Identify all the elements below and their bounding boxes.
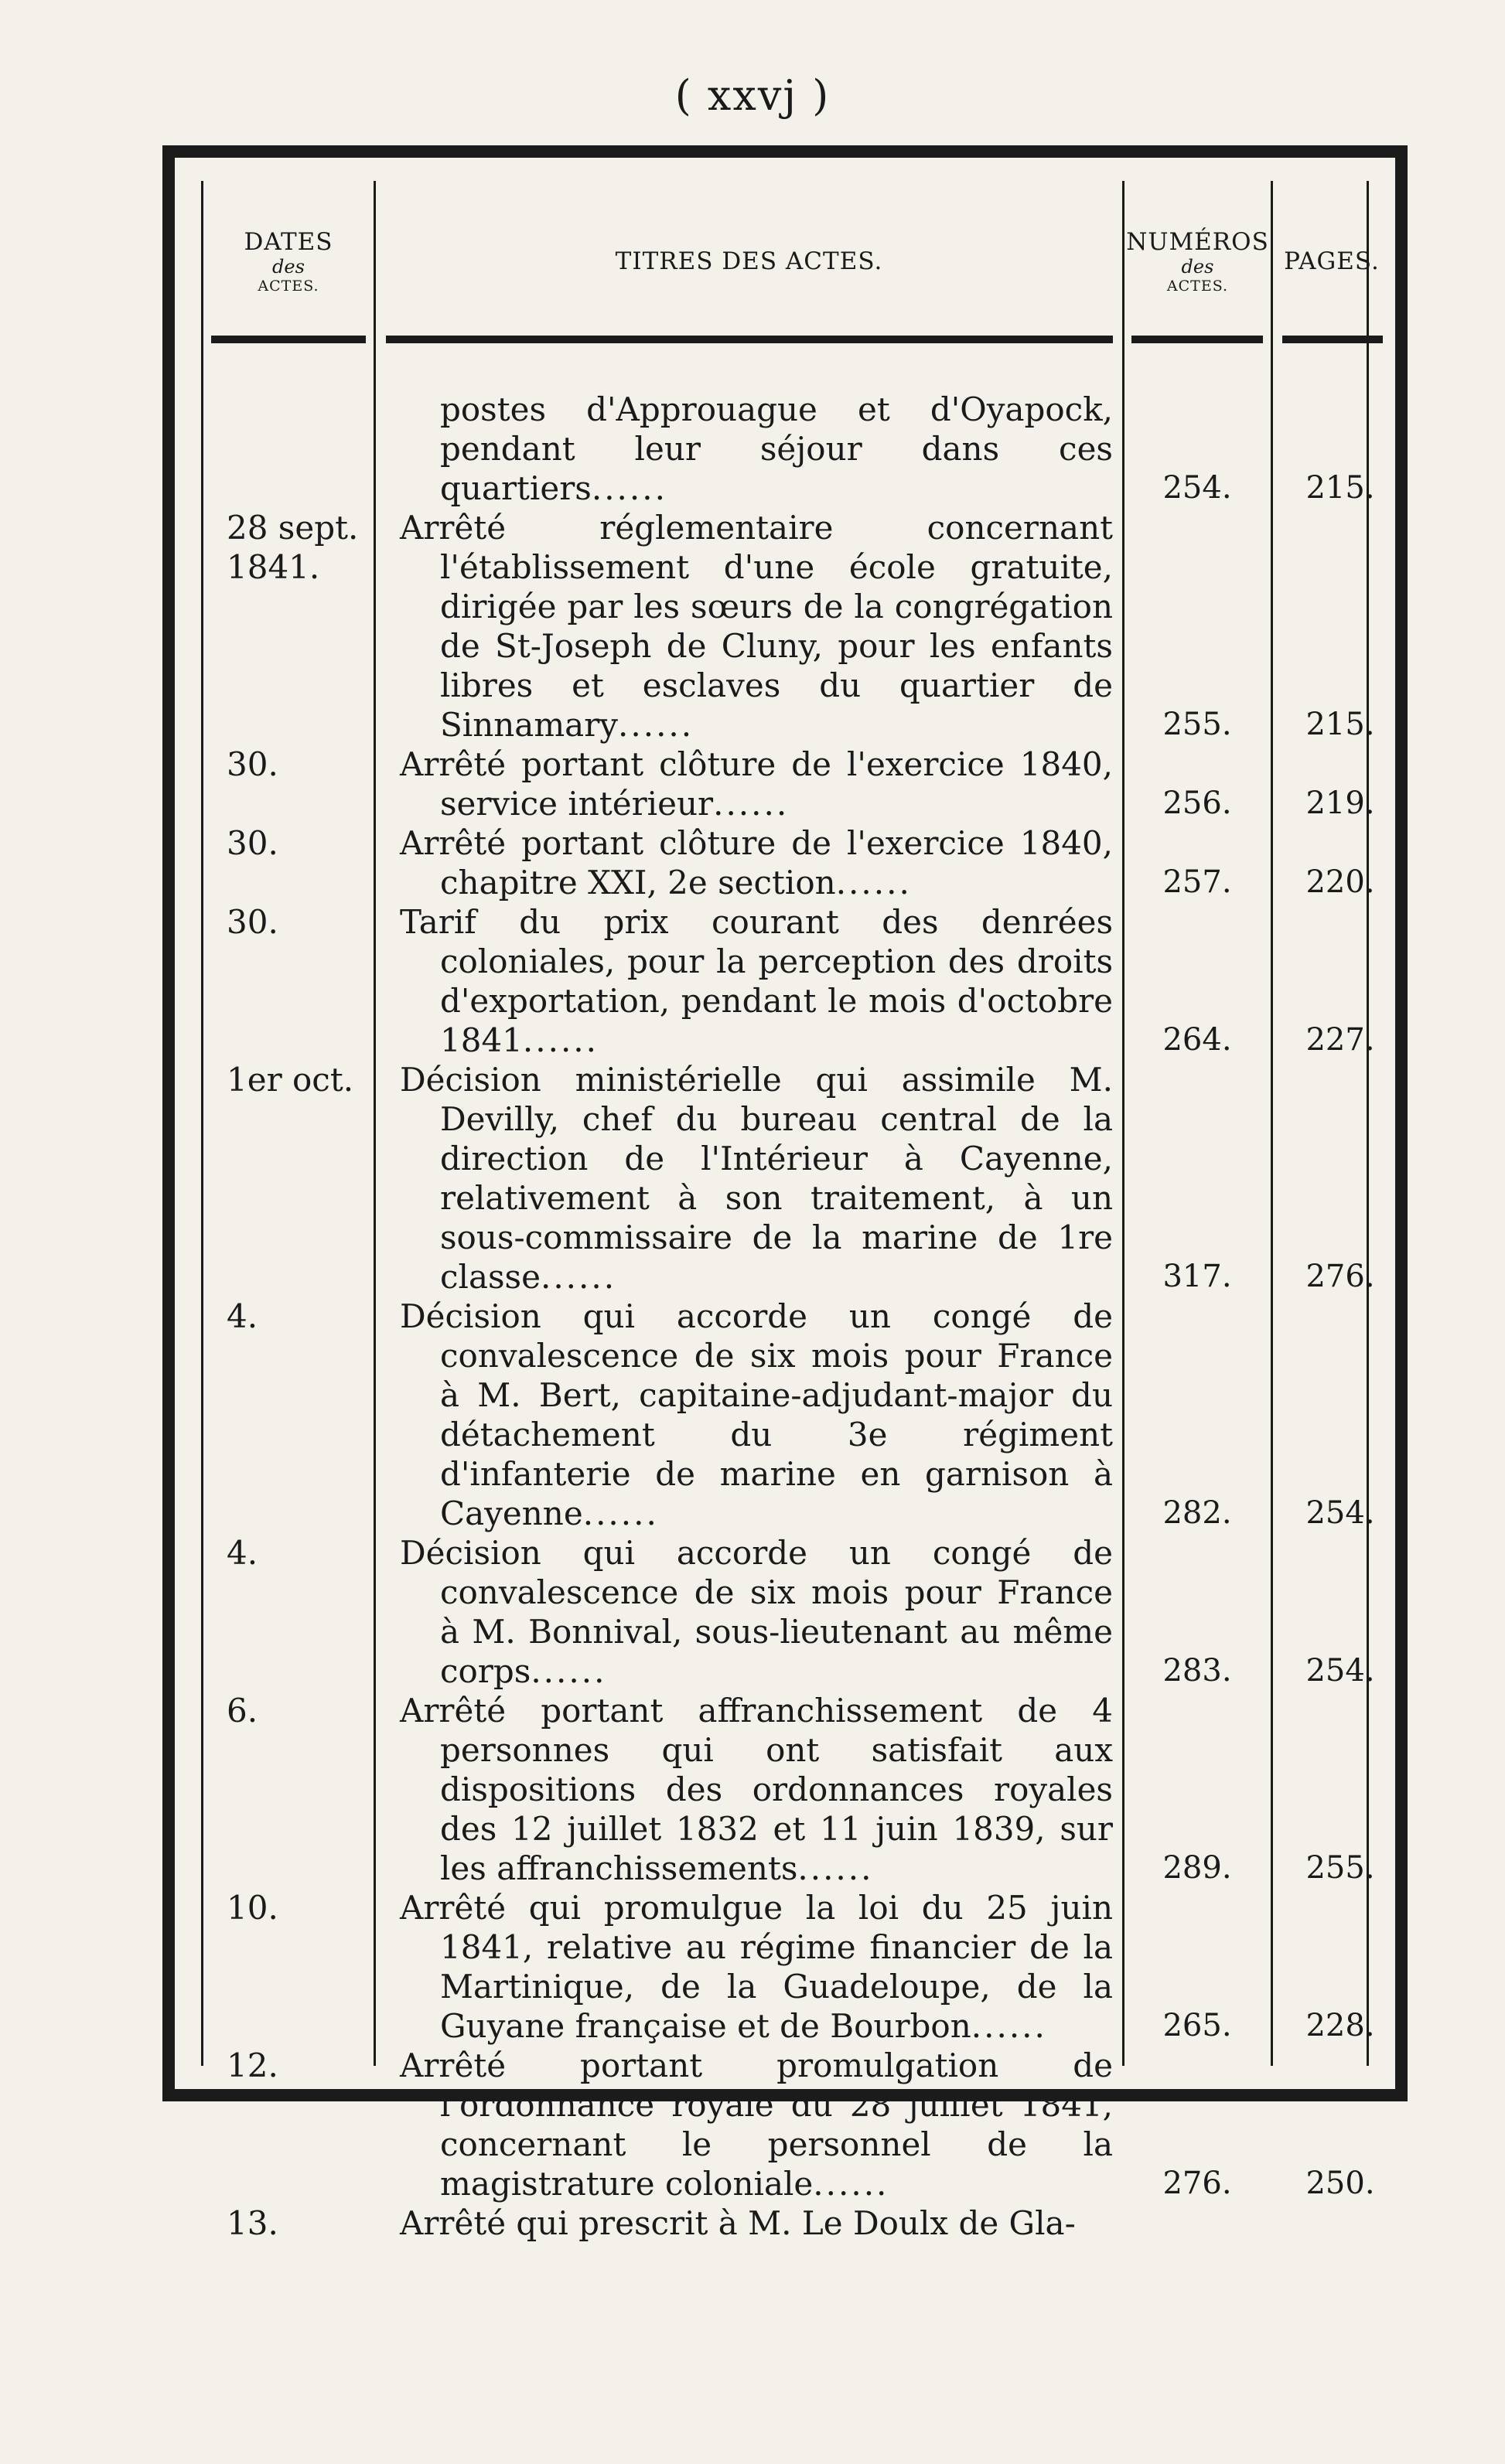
table-row: [203, 1888, 1375, 2046]
act-page: 250.: [1305, 2166, 1375, 2201]
act-title-text: Décision qui accorde un congé de convalescence de six mois pour France à M. Bert, capitaine-adjudant-major du détachement du 3e régiment d'infanterie de marine en garnison à Cayenne: [400, 1297, 1113, 1532]
act-number: 282.: [1162, 1495, 1232, 1531]
leader-dots: ......: [582, 1494, 659, 1532]
header-titres-label: TITRES DES ACTES.: [615, 247, 883, 276]
act-date: 1er oct.: [227, 1061, 354, 1099]
act-title-text: Arrêté portant clôture de l'exercice 1840, chapitre XXI, 2e section: [400, 824, 1113, 901]
act-number: 265.: [1162, 2008, 1232, 2043]
table-row: [203, 1297, 1375, 1533]
act-title: [400, 2203, 1113, 2243]
header-titres: [376, 204, 1122, 320]
act-date: 30.: [227, 824, 278, 862]
act-number: 317.: [1162, 1259, 1232, 1294]
act-title: [400, 1533, 1113, 1691]
leader-dots: ......: [713, 785, 790, 823]
table-rows: [203, 390, 1375, 2243]
act-page: 215.: [1305, 707, 1375, 742]
table-body: [201, 181, 1380, 2242]
act-title-text: Décision qui accorde un congé de convalescence de six mois pour France à M. Bonnival, sous-lieutenant au même corps: [400, 1534, 1113, 1690]
header-numeros-line: des: [1181, 256, 1214, 278]
table-row: [203, 1691, 1375, 1888]
leader-dots: ......: [835, 864, 912, 901]
header-numeros-line: ACTES.: [1166, 277, 1229, 295]
act-date: 10.: [227, 1889, 278, 1927]
header-dates: [203, 204, 374, 320]
act-page: 227.: [1305, 1022, 1375, 1058]
header-rule: [211, 336, 366, 343]
table-row: [203, 823, 1375, 902]
act-number: 289.: [1162, 1850, 1232, 1886]
header-numeros-line: NUMÉROS: [1126, 228, 1269, 257]
leader-dots: ......: [813, 2165, 889, 2203]
act-title-text: Arrêté portant promulgation de l'ordonnance royale du 28 juillet 1841, concernant le personnel de la magistrature coloniale: [400, 2047, 1113, 2203]
table-row: [203, 2203, 1367, 2243]
leader-dots: ......: [591, 469, 667, 507]
leader-dots: ......: [540, 1258, 617, 1296]
header-pages-label: PAGES.: [1284, 247, 1380, 276]
act-title-text: Arrêté qui promulgue la loi du 25 juin 1841, relative au régime financier de la Martinique, de la Guadeloupe, de la Guyane française et de Bourbon: [400, 1889, 1113, 2045]
leader-dots: ......: [618, 706, 694, 744]
act-number: 254.: [1162, 470, 1232, 506]
act-title-text: postes d'Approuague et d'Oyapock, pendant leur séjour dans ces quartiers: [440, 390, 1113, 507]
act-page: 255.: [1305, 1850, 1375, 1886]
page-number: ( xxvj ): [674, 71, 831, 120]
header-numeros: [1124, 204, 1271, 320]
act-title: [400, 390, 1113, 508]
act-number: 255.: [1162, 707, 1232, 742]
act-number: 257.: [1162, 864, 1232, 900]
act-title: [400, 1060, 1113, 1297]
header-rule: [1131, 336, 1263, 343]
act-title: [400, 1691, 1113, 1888]
act-number: 283.: [1162, 1653, 1232, 1689]
act-date: 12.: [227, 2047, 278, 2084]
header-dates-line: des: [272, 256, 305, 278]
table-row: [203, 1533, 1375, 1691]
act-page: 254.: [1305, 1495, 1375, 1531]
header-dates-line: DATES: [244, 228, 333, 257]
table-frame: [162, 145, 1408, 2242]
act-number: 264.: [1162, 1022, 1232, 1058]
act-title: [400, 2046, 1113, 2203]
act-page: 219.: [1305, 786, 1375, 821]
header-rule: [386, 336, 1113, 343]
act-title: [400, 823, 1113, 902]
act-number: 276.: [1162, 2166, 1232, 2201]
table-row: [203, 745, 1375, 823]
act-title: [400, 745, 1113, 823]
table-row: [203, 1060, 1375, 1297]
act-title: [400, 1888, 1113, 2046]
act-page: 220.: [1305, 864, 1375, 900]
act-number: 256.: [1162, 786, 1232, 821]
act-title-text: Décision ministérielle qui assimile M. Devilly, chef du bureau central de la direction de l'Intérieur à Cayenne, relativement à son traitement, à un sous-commissaire de la marine de 1re classe: [400, 1061, 1113, 1296]
act-title-text: Tarif du prix courant des denrées coloniales, pour la perception des droits d'exportation, pendant le mois d'octobre 1841: [400, 903, 1113, 1059]
table-row: [203, 390, 1375, 508]
act-date: 6.: [227, 1692, 258, 1730]
act-page: 215.: [1305, 470, 1375, 506]
leader-dots: ......: [531, 1652, 607, 1690]
act-title-text: Arrêté qui prescrit à M. Le Doulx de Gla-: [400, 2204, 1076, 2242]
leader-dots: ......: [797, 1849, 874, 1887]
act-date: 28 sept. 1841.: [227, 509, 359, 586]
act-date: 13.: [227, 2204, 278, 2242]
act-date: 30.: [227, 745, 278, 783]
table-row: [203, 2046, 1375, 2203]
act-page: 254.: [1305, 1653, 1375, 1689]
act-date: 30.: [227, 903, 278, 941]
act-date: 4.: [227, 1297, 258, 1335]
act-title-text: Arrêté portant clôture de l'exercice 1840, service intérieur: [400, 745, 1113, 823]
act-title-text: Arrêté réglementaire concernant l'établissement d'une école gratuite, dirigée par les sœurs de la congrégation de St-Joseph de Cluny, pour les enfants libres et esclaves du quartier de Sinnamary: [400, 509, 1113, 744]
act-title: [400, 902, 1113, 1060]
act-date: 4.: [227, 1534, 258, 1572]
header-dates-line: ACTES.: [258, 277, 319, 295]
table-row: [203, 508, 1375, 745]
act-title: [400, 1297, 1113, 1533]
act-page: 228.: [1305, 2008, 1375, 2043]
table-row: [203, 902, 1375, 1060]
header-rule: [1282, 336, 1383, 343]
act-page: 276.: [1305, 1259, 1375, 1294]
act-title-text: Arrêté portant affranchissement de 4 personnes qui ont satisfait aux dispositions des ordonnances royales des 12 juillet 1832 et 11 juin 1839, sur les affranchissements: [400, 1692, 1113, 1887]
header-pages: [1273, 204, 1391, 320]
leader-dots: ......: [971, 2007, 1047, 2045]
leader-dots: ......: [522, 1021, 599, 1059]
act-title: [400, 508, 1113, 745]
